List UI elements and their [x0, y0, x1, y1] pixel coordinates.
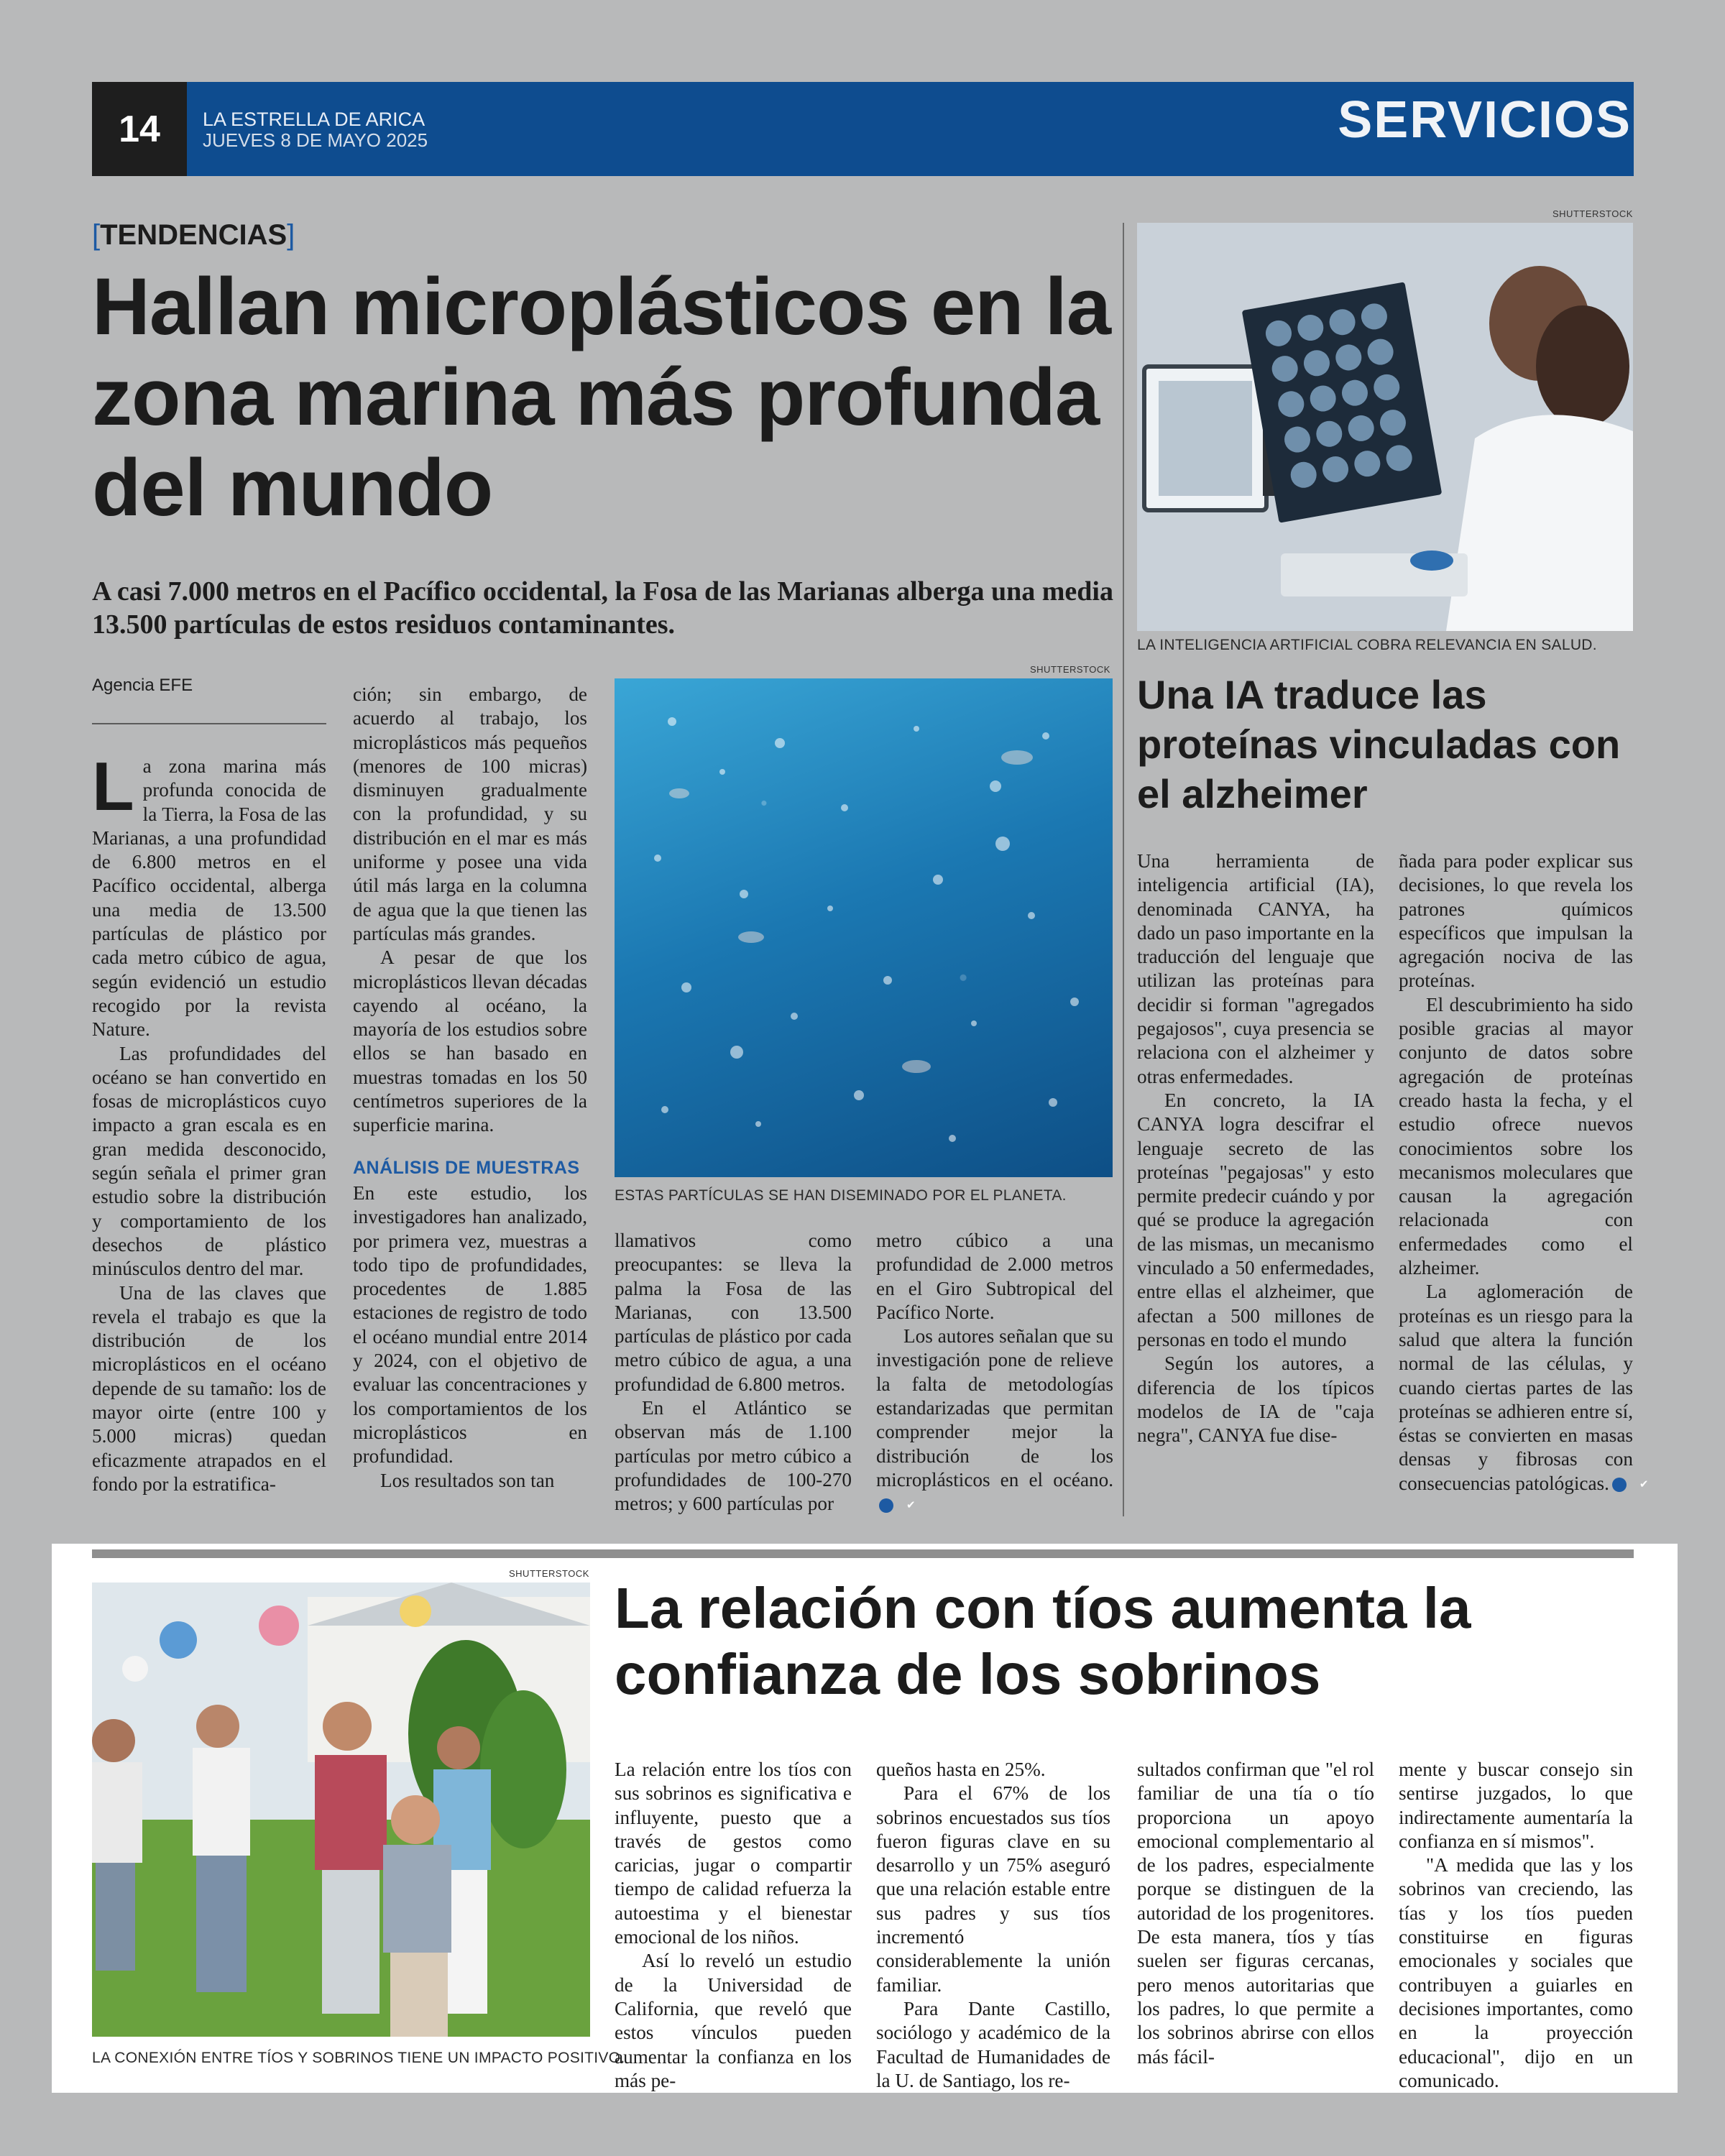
photo-caption: ESTAS PARTÍCULAS SE HAN DISEMINADO POR EL PLANETA.	[615, 1187, 1067, 1204]
doctors-illustration	[1137, 223, 1633, 631]
photo-credit: SHUTTERSTOCK	[509, 1568, 589, 1579]
paragraph: Para Dante Castillo, sociólogo y académico de la Facultad de Humanidades de la U. de Santiago, los re-	[876, 1997, 1110, 2091]
bottom-col-2	[876, 1758, 1110, 2093]
end-mark-icon: ✔	[1612, 1478, 1627, 1492]
main-deck: A casi 7.000 metros en el Pacífico occidental, la Fosa de las Marianas alberga una media 13.500 partículas de estos residuos contaminantes.	[92, 576, 1113, 640]
paragraph: A pesar de que los microplásticos llevan décadas cayendo al océano, la mayoría de los estudios sobre ellos se han basado en muestras tomadas en los 50 centímetros superiores de la superficie marina.	[353, 946, 587, 1136]
paragraph: Los autores señalan que su investigación pone de relieve la falta de metodologías estandarizadas que permitan comprender mejor la distribución de los microplásticos en el océano.✔	[876, 1325, 1113, 1512]
paragraph: En concreto, la IA CANYA logra descifrar el lenguaje secreto de las proteínas "pegajosas" y esto permite predecir cuándo y por qué se produce la agregación de las mismas, un mecanismo vinculado a 50 enfermedades, entre ellas el alzheimer, que afectan a 500 millones de personas en todo el mundo	[1137, 1089, 1374, 1350]
paragraph: ñada para poder explicar sus decisiones, lo que revela los patrones químicos específicos que impulsan la agregación nociva de las proteínas.	[1399, 850, 1633, 992]
paragraph: ción; sin embargo, de acuerdo al trabajo, los microplásticos más pequeños (menores de 100 micras) disminuyen gradualmente con la profundidad, y su distribución en el mar es más uniforme y posee una vida útil más larga en la columna de agua que la que tienen las partículas más grandes.	[353, 683, 587, 944]
bottom-col-1	[615, 1758, 852, 2093]
main-col-2	[353, 683, 587, 1493]
section-title: SERVICIOS	[1338, 91, 1632, 149]
newspaper-name: LA ESTRELLA DE ARICA	[203, 109, 426, 130]
side-col-2	[1399, 849, 1649, 1496]
page-number: 14	[92, 82, 187, 176]
side-col-1	[1137, 849, 1374, 1447]
subhead: ANÁLISIS DE MUESTRAS	[353, 1157, 580, 1178]
paragraph: La relación entre los tíos con sus sobrinos es significativa e influyente, puesto que a través de gestos como caricias, jugar o compartir tiempo de calidad refuerza la autoestima y el bienestar emocional de los niños.	[615, 1759, 852, 1948]
byline: Agencia EFE	[92, 676, 193, 695]
paragraph: Así lo reveló un estudio de la Universidad de California, que reveló que estos vínculos pueden aumentar la confianza en los más pe-	[615, 1950, 852, 2091]
paragraph: llamativos como preocupantes: se lleva la palma la Fosa de las Marianas, con 13.500 partículas de plástico por cada metro cúbico de agua, a una profundidad de 6.800 metros.	[615, 1230, 852, 1395]
story-tag-label: TENDENCIAS	[100, 219, 288, 251]
paragraph: queños hasta en 25%.	[876, 1759, 1046, 1780]
paragraph: Las profundidades del océano se han convertido en fosas de microplásticos cuyo impacto a gran escala es en gran medida desconocido, según señala el primer gran estudio sobre la distribución y comportamiento de los desechos de plástico minúsculos dentro del mar.	[92, 1042, 326, 1280]
byline-rule	[92, 723, 326, 724]
paragraph: La zona marina más profunda conocida de la Tierra, la Fosa de las Marianas, a una profundidad de 6.800 metros en el Pacífico occidental, alberga una media de 13.500 partículas de plástico por cada metro cúbico de agua, según evidenció un estudio recogido por la revista Nature.	[92, 748, 326, 1041]
main-col-1	[92, 748, 326, 1496]
paragraph: En el Atlántico se observan más de 1.100 partículas por metro cúbico a profundidades de 100-270 metros; y 600 partículas por	[615, 1397, 852, 1515]
paragraph: Según los autores, a diferencia de los típicos modelos de IA de "caja negra", CANYA fue dise-	[1137, 1353, 1374, 1447]
bottom-story-rule	[92, 1549, 1634, 1558]
side-headline: Una IA traduce las proteínas vinculadas con el alzheimer	[1137, 672, 1621, 816]
story-tag: [TENDENCIAS]	[92, 219, 295, 251]
paragraph: El descubrimiento ha sido posible gracias al mayor conjunto de datos sobre agregación de proteínas creado hasta la fecha, y el estudio ofrece nuevos conocimientos sobre los mecanismos moleculares que causan la agregación relacionada con enfermedades como el alzheimer.	[1399, 993, 1633, 1279]
paragraph: En este estudio, los investigadores han analizado, por primera vez, muestras a todo tipo de profundidades, procedentes de 1.885 estaciones de registro de todo el océano mundial entre 2014 y 2024, con el objetivo de evaluar las concentraciones y los comportamientos de los microplásticos en profundidad.	[353, 1181, 587, 1468]
bottom-col-3	[1137, 1758, 1374, 2069]
column-divider	[1123, 223, 1124, 1516]
photo-caption: LA INTELIGENCIA ARTIFICIAL COBRA RELEVANCIA EN SALUD.	[1137, 637, 1597, 653]
paragraph: sultados confirman que "el rol familiar de una tía o tío proporciona un apoyo emocional complementario al de los padres, especialmente porque se distinguen de la autoridad de los progenitores. De esta manera, tíos y tías suelen ser figuras cercanas, pero menos autoritarias que los padres, lo que permite a los sobrinos abrirse con ellos más fácil-	[1137, 1759, 1374, 2068]
main-headline: Hallan microplásticos en la zona marina más profunda del mundo	[92, 262, 1111, 533]
main-col-3	[615, 1229, 852, 1516]
bottom-headline: La relación con tíos aumenta la confianza de los sobrinos	[615, 1576, 1471, 1706]
paragraph: "A medida que las y los sobrinos van creciendo, las tías y los tíos pueden constituirse en figuras emocionales y sociales que contribuyen a guiarles en decisiones importantes, como en la proyección educacional", dijo en un comunicado.	[1399, 1854, 1633, 2091]
drop-cap: L	[92, 748, 134, 825]
photo-credit: SHUTTERSTOCK	[1030, 664, 1110, 675]
bottom-col-4	[1399, 1758, 1633, 2093]
family-illustration	[92, 1583, 590, 2037]
paragraph: mente y buscar consejo sin sentirse juzgados, lo que indirectamente aumentaría la confianza en sí mismos".	[1399, 1759, 1633, 1852]
ai-health-photo	[1137, 223, 1633, 631]
paragraph: Una herramienta de inteligencia artificial (IA), denominada CANYA, ha dado un paso importante en la traducción del lenguaje que utilizan las proteínas para decidir si forman "agregados pegajosos", cuya presencia se relaciona con el alzheimer y otras enfermedades.	[1137, 850, 1374, 1087]
photo-credit: SHUTTERSTOCK	[1552, 208, 1633, 219]
end-mark-icon: ✔	[879, 1498, 893, 1513]
photo-caption: LA CONEXIÓN ENTRE TÍOS Y SOBRINOS TIENE UN IMPACTO POSITIVO.	[92, 2050, 625, 2066]
particle-pattern	[615, 678, 1113, 1177]
paragraph: La aglomeración de proteínas es un riesgo para la salud que altera la función normal de las células, y cuando ciertas partes de las proteínas se adhieren entre sí, éstas se convierten en masas densas y fibrosas con consecuencias patológicas. ✔	[1399, 1281, 1649, 1494]
paragraph: Una de las claves que revela el trabajo es que la distribución de los microplásticos en el océano depende de su tamaño: los de mayor oirte (entre 100 y 5.000 micras) quedan eficazmente atrapados en el fondo por la estratifica-	[92, 1281, 326, 1495]
family-photo	[92, 1583, 590, 2037]
issue-date: JUEVES 8 DE MAYO 2025	[203, 129, 428, 151]
paragraph: metro cúbico a una profundidad de 2.000 metros en el Giro Subtropical del Pacífico Norte.	[876, 1230, 1113, 1323]
microplastics-photo	[615, 678, 1113, 1177]
paragraph: Los resultados son tan	[380, 1469, 555, 1491]
paragraph: Para el 67% de los sobrinos encuestados sus tíos fueron figuras clave en su desarrollo y un 75% aseguró que una relación estable entre sus padres y sus tíos incrementó considerablemente la unión familiar.	[876, 1782, 1110, 1996]
main-col-4	[876, 1229, 1113, 1516]
